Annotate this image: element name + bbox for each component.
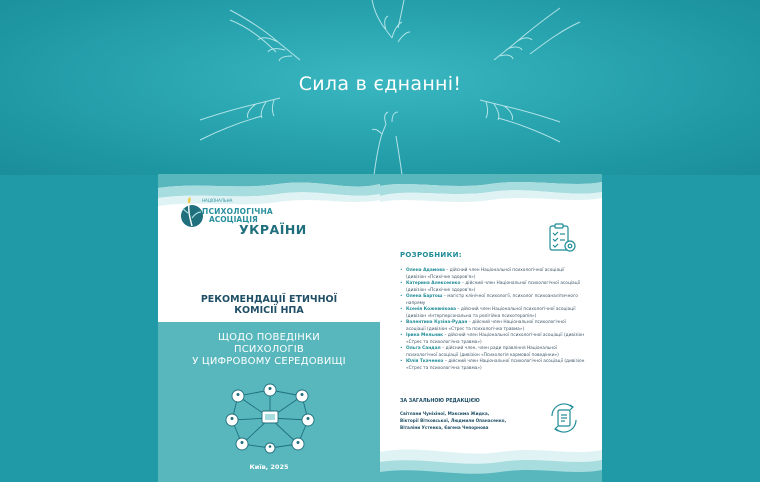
developer-name: Ксенія Кожевнікова bbox=[406, 307, 456, 312]
document-title bbox=[158, 294, 380, 316]
logo-line1: ПСИХОЛОГІЧНА bbox=[202, 207, 273, 216]
developer-desc: – магістр клінічної психології, психолог психоаналітичного напряму bbox=[406, 294, 578, 306]
slogan: Сила в єднанні! bbox=[298, 73, 462, 95]
developer-name: Ірина Мельник bbox=[406, 333, 443, 338]
developer-desc: – дійсний член Національної психологічної асоціації (дивізіон «Стрес та психологічна травма») bbox=[406, 359, 585, 371]
developers-title: РОЗРОБНИКИ: bbox=[400, 251, 462, 259]
title-line2: КОМІСІЇ НПА bbox=[234, 305, 304, 316]
cover-page bbox=[158, 174, 380, 482]
list-item bbox=[400, 359, 585, 372]
developer-name: Олена Бартош bbox=[406, 294, 443, 299]
developer-name: Юлія Ткаченко bbox=[406, 359, 444, 364]
list-item bbox=[400, 333, 585, 346]
subtitle-line2: ПСИХОЛОГІВ bbox=[233, 344, 304, 355]
subtitle-line3: У ЦИФРОВОМУ СЕРЕДОВИЩІ bbox=[192, 356, 346, 367]
banner bbox=[0, 0, 760, 175]
developer-desc: – дійсний член Національної психологічної асоціації (дивізіон «Психічне здоров'я») bbox=[406, 268, 565, 280]
editor-line1: Світлани Чуніхіної, Максима Жидка, bbox=[400, 411, 490, 416]
developer-name: Катерина Алексеєнко bbox=[406, 281, 461, 286]
logo-big-text: УКРАЇНИ bbox=[239, 222, 307, 237]
editor-names bbox=[400, 410, 520, 431]
developers-page bbox=[380, 174, 602, 482]
developer-desc: – дійсний член Національної психологічної асоціації (дивізіон «Психічне здоров'я») bbox=[406, 281, 581, 293]
list-item bbox=[400, 346, 585, 359]
list-item bbox=[400, 281, 585, 294]
developer-name: Олена Адамова bbox=[406, 268, 445, 273]
editor-title: ЗА ЗАГАЛЬНОЮ РЕДАКЦІЄЮ bbox=[400, 399, 480, 404]
document-cycle-icon bbox=[548, 402, 580, 434]
editor-line3: Віталіни Устенка, Євгена Чепорнова bbox=[400, 425, 489, 430]
title-line1: РЕКОМЕНДАЦІЇ ЕТИЧНОЇ bbox=[200, 294, 338, 305]
developer-desc: – дійсний член Національної психологічної асоціації (дивізіон «Стрес та психологічна травма») bbox=[406, 320, 566, 332]
city-year: Київ, 2025 bbox=[249, 463, 289, 471]
list-item bbox=[400, 268, 585, 281]
developer-desc: – дійсний член Національної психологічної асоціації (дивізіон «Інтерперсональна та релігійна психотерапія») bbox=[406, 307, 576, 319]
logo-small-text: НАЦІОНАЛЬНА bbox=[202, 198, 233, 203]
developer-desc: – дійсний член, член ради правління Національної психологічної асоціації (дивізіон «Психологія кармової поведінки») bbox=[406, 346, 559, 358]
list-item bbox=[400, 294, 585, 307]
checklist-gear-icon bbox=[546, 222, 578, 254]
developer-name: Валентина Кузіна-Рудан bbox=[406, 320, 468, 325]
npa-logo-icon bbox=[180, 196, 204, 230]
editor-line2: Вікторії Вітковської, Людмили Опанасенко, bbox=[400, 418, 507, 423]
people-network-icon bbox=[218, 382, 322, 454]
developers-list bbox=[400, 268, 585, 372]
developer-name: Ольга Сандал bbox=[406, 346, 441, 351]
document-subtitle bbox=[158, 332, 380, 368]
logo-line2: АСОЦІАЦІЯ bbox=[209, 215, 258, 224]
subtitle-line1: ЩОДО ПОВЕДІНКИ bbox=[218, 332, 320, 343]
list-item bbox=[400, 307, 585, 320]
list-item bbox=[400, 320, 585, 333]
developer-desc: – дійсний член Національної психологічної асоціації (дивізіон «Стрес та психологічна травма») bbox=[406, 333, 585, 345]
